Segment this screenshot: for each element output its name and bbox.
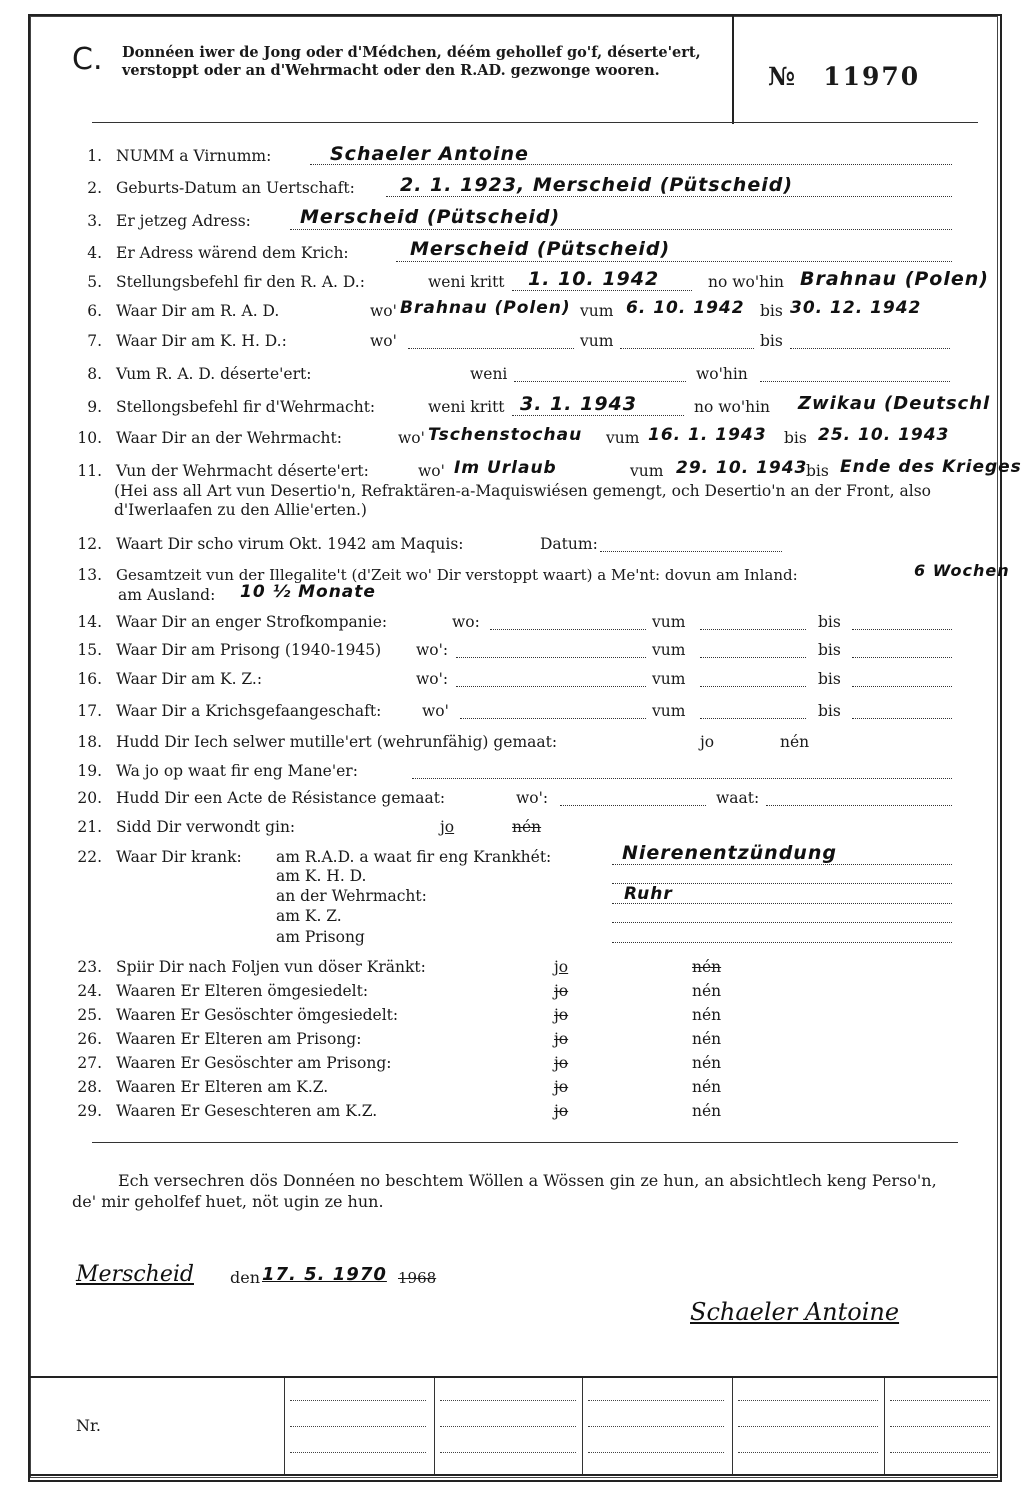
footer-column-divider: [582, 1378, 583, 1474]
option-nen[interactable]: nén: [692, 1102, 722, 1120]
option-nen[interactable]: nén: [780, 733, 810, 751]
answer-line[interactable]: [386, 196, 952, 197]
signature-place: Merscheid: [76, 1262, 194, 1287]
question-26: 26. Waaren Er Elteren am Prisong:: [77, 1030, 362, 1048]
header-divider: [732, 16, 734, 124]
answer-line[interactable]: [700, 686, 806, 687]
option-jo[interactable]: jo: [554, 1030, 569, 1048]
question-24: 24. Waaren Er Elteren ömgesiedelt:: [77, 982, 369, 1000]
option-jo[interactable]: jo: [554, 1054, 569, 1072]
answer-line[interactable]: [460, 718, 646, 719]
answer-address: Merscheid (Pütscheid): [300, 206, 561, 228]
question-10: 10. Waar Dir an der Wehrmacht:: [77, 429, 342, 447]
question-19: 19. Wa jo op waat fir eng Mane'er:: [77, 762, 358, 780]
question-18: 18. Hudd Dir Iech selwer mutille'ert (wehrunfähig) gemaat:: [77, 733, 558, 751]
question-9: 9. Stellongsbefehl fir d'Wehrmacht:: [87, 398, 376, 416]
question-17: 17. Waar Dir a Krichsgefaangeschaft:: [77, 702, 382, 720]
option-jo[interactable]: jo: [554, 982, 569, 1000]
question-29: 29. Waaren Er Geseschteren am K.Z.: [77, 1102, 378, 1120]
question-16: 16. Waar Dir am K. Z.:: [77, 670, 263, 688]
question-6: 6. Waar Dir am R. A. D.: [87, 302, 280, 320]
form-number-value: 11970: [823, 62, 921, 91]
answer-line[interactable]: [456, 686, 646, 687]
footer-field[interactable]: [890, 1426, 990, 1427]
option-jo[interactable]: jo: [554, 1102, 569, 1120]
question-3: 3. Er jetzeg Adress:: [87, 212, 251, 230]
question-8: 8. Vum R. A. D. déserte'ert:: [87, 365, 312, 383]
footer-field[interactable]: [738, 1400, 878, 1401]
printed-year: 1968: [398, 1269, 437, 1287]
answer-line[interactable]: [512, 290, 692, 291]
option-nen[interactable]: nén: [692, 1054, 722, 1072]
option-nen[interactable]: nén: [692, 982, 722, 1000]
footer-field[interactable]: [738, 1426, 878, 1427]
footer-field[interactable]: [290, 1400, 426, 1401]
answer-line[interactable]: [852, 718, 952, 719]
form-number: [768, 62, 920, 91]
answer-line[interactable]: [612, 922, 952, 923]
question-25: 25. Waaren Er Gesöschter ömgesiedelt:: [77, 1006, 399, 1024]
footer-column-divider: [732, 1378, 733, 1474]
question-15: 15. Waar Dir am Prisong (1940-1945): [77, 641, 382, 659]
question-14: 14. Waar Dir an enger Strofkompanie:: [77, 613, 388, 631]
footer-field[interactable]: [440, 1400, 576, 1401]
option-jo[interactable]: jo: [554, 958, 569, 976]
section-title: Donnéen iwer de Jong oder d'Médchen, déém gehollef go'f, déserte'ert, verstoppt oder an d'Wehrmacht oder den R.AD. gezwonge wooren.: [122, 44, 701, 79]
question-28: 28. Waaren Er Elteren am K.Z.: [77, 1078, 329, 1096]
answer-line[interactable]: [612, 864, 952, 865]
signature: Schaeler Antoine: [690, 1298, 900, 1326]
question-11: 11. Vun der Wehrmacht déserte'ert:: [77, 462, 369, 480]
answer-line[interactable]: [512, 415, 684, 416]
question-1: 1. NUMM a Virnumm:: [87, 147, 272, 165]
footer-top-line: [28, 1376, 998, 1378]
question-21: 21. Sidd Dir verwondt gin:: [77, 818, 296, 836]
option-jo[interactable]: jo: [554, 1078, 569, 1096]
footer-field[interactable]: [440, 1426, 576, 1427]
answer-war-address: Merscheid (Pütscheid): [410, 238, 671, 260]
section-divider: [92, 1142, 958, 1143]
signature-date: 17. 5. 1970: [262, 1264, 387, 1285]
desertion-note: (Hei ass all Art vun Desertio'n, Refraktären-a-Maquiswiésen gemengt, och Desertio'n an der Front, also d'Iwerlaafen zu den Allie'erten.): [114, 482, 932, 519]
answer-line[interactable]: [790, 348, 950, 349]
nr-label: Nr.: [76, 1416, 101, 1435]
answer-line[interactable]: [760, 381, 950, 382]
question-27: 27. Waaren Er Gesöschter am Prisong:: [77, 1054, 392, 1072]
answer-line[interactable]: [700, 718, 806, 719]
answer-name: Schaeler Antoine: [330, 143, 529, 165]
answer-birth: 2. 1. 1923, Merscheid (Pütscheid): [400, 174, 794, 196]
footer-column-divider: [434, 1378, 435, 1474]
footer-field[interactable]: [890, 1452, 990, 1453]
question-2: 2. Geburts-Datum an Uertschaft:: [87, 179, 355, 197]
declaration: Ech versechren dös Donnéen no beschtem Wöllen a Wössen gin ze hun, an absichtlech keng Perso'n, de' mir geholfef huet, nöt ugin ze hun.: [72, 1171, 937, 1211]
footer-field[interactable]: [588, 1400, 724, 1401]
section-letter: C.: [72, 42, 103, 77]
answer-line[interactable]: [412, 778, 952, 779]
footer-column-divider: [884, 1378, 885, 1474]
question-5: 5. Stellungsbefehl fir den R. A. D.:: [87, 273, 365, 291]
answer-line[interactable]: [852, 629, 952, 630]
answer-line[interactable]: [396, 261, 952, 262]
answer-line[interactable]: [612, 942, 952, 943]
answer-line[interactable]: [456, 657, 646, 658]
answer-line[interactable]: [620, 348, 754, 349]
answer-line[interactable]: [290, 229, 952, 230]
answer-line[interactable]: [852, 657, 952, 658]
footer-field[interactable]: [890, 1400, 990, 1401]
answer-line[interactable]: [700, 657, 806, 658]
option-jo[interactable]: jo: [440, 818, 455, 836]
answer-line[interactable]: [490, 629, 646, 630]
footer-field[interactable]: [588, 1452, 724, 1453]
footer-field[interactable]: [290, 1452, 426, 1453]
footer-field[interactable]: [738, 1452, 878, 1453]
question-12: 12. Waart Dir scho virum Okt. 1942 am Maquis:: [77, 535, 464, 553]
header-underline: [92, 122, 978, 123]
question-23: 23. Spiir Dir nach Foljen vun döser Kränkt:: [77, 958, 426, 976]
footer-column-divider: [284, 1378, 285, 1474]
option-jo[interactable]: jo: [554, 1006, 569, 1024]
footer-field[interactable]: [588, 1426, 724, 1427]
answer-line[interactable]: [560, 805, 706, 806]
answer-line[interactable]: [852, 686, 952, 687]
footer-bottom-line: [28, 1474, 998, 1476]
question-13: 13. Gesamtzeit vun der Illegalite't (d'Zeit wo' Dir verstoppt waart) a Me'nt: dovun am Inland:: [77, 566, 798, 584]
question-22: 22. Waar Dir krank:: [77, 848, 242, 866]
option-nen[interactable]: nén: [692, 1078, 722, 1096]
footer-field[interactable]: [440, 1452, 576, 1453]
option-nen[interactable]: nén: [692, 958, 722, 976]
question-20: 20. Hudd Dir een Acte de Résistance gemaat:: [77, 789, 446, 807]
option-nen[interactable]: nén: [692, 1006, 722, 1024]
option-jo[interactable]: jo: [700, 733, 715, 751]
option-nen[interactable]: nén: [692, 1030, 722, 1048]
number-sign: №: [768, 62, 796, 91]
question-4: 4. Er Adress wärend dem Krich:: [87, 244, 349, 262]
answer-line[interactable]: [600, 551, 782, 552]
footer-field[interactable]: [290, 1426, 426, 1427]
answer-line[interactable]: [408, 348, 574, 349]
option-nen[interactable]: nén: [512, 818, 542, 836]
answer-line[interactable]: [766, 805, 952, 806]
answer-line[interactable]: [700, 629, 806, 630]
answer-line[interactable]: [514, 381, 686, 382]
question-7: 7. Waar Dir am K. H. D.:: [87, 332, 287, 350]
